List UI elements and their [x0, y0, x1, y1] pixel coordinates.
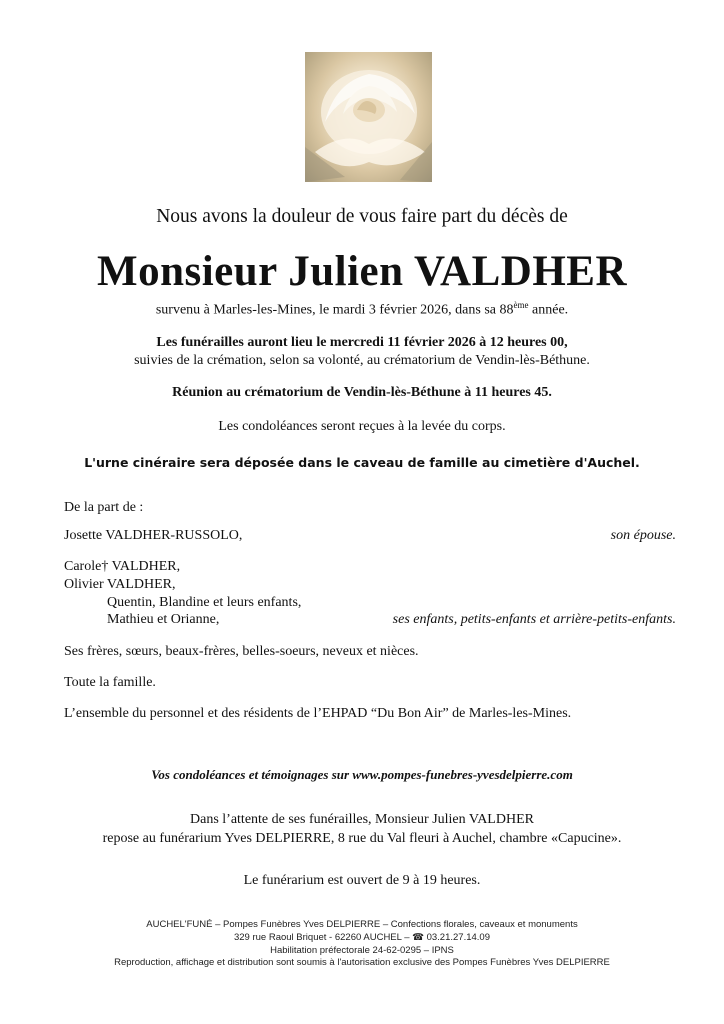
- child-name: Olivier VALDHER,: [64, 577, 176, 592]
- grandchildren-line: Quentin, Blandine et leurs enfants,: [107, 595, 302, 610]
- children-role: ses enfants, petits-enfants et arrière-petits-enfants.: [392, 612, 676, 627]
- deceased-name: Monsieur Julien VALDHER: [97, 248, 627, 295]
- urn-info: L'urne cinéraire sera déposée dans le caveau de famille au cimetière d'Auchel.: [84, 455, 640, 470]
- rest-info-line2: repose au funérarium Yves DELPIERRE, 8 rue du Val fleuri à Auchel, chambre «Capucine».: [102, 831, 622, 846]
- condolences-website: Vos condoléances et témoignages sur www.pompes-funebres-yvesdelpierre.com: [151, 767, 573, 782]
- white-rose-photo: [305, 52, 432, 182]
- footer-address: 329 rue Raoul Briquet - 62260 AUCHEL – ☎ 03.21.27.14.09: [233, 932, 490, 943]
- funeral-date: Les funérailles auront lieu le mercredi 11 février 2026 à 12 heures 00,: [156, 335, 568, 350]
- family-intro: De la part de :: [64, 500, 144, 515]
- footer-copyright: Reproduction, affichage et distribution sont soumis à l'autorisation exclusive des Pompes Funèbres Yves DELPIERRE: [114, 957, 610, 968]
- rest-info-line1: Dans l’attente de ses funérailles, Monsieur Julien VALDHER: [190, 812, 534, 827]
- ehpad-line: L’ensemble du personnel et des résidents de l’EHPAD “Du Bon Air” de Marles-les-Mines.: [64, 706, 572, 721]
- rose-icon: [305, 52, 432, 182]
- siblings-line: Ses frères, sœurs, beaux-frères, belles-soeurs, neveux et nièces.: [64, 644, 419, 659]
- footer-license: Habilitation préfectorale 24-62-0295 – IPNS: [270, 945, 454, 956]
- ordinal-suffix: ème: [513, 300, 529, 310]
- death-details-text: survenu à Marles-les-Mines, le mardi 3 février 2026, dans sa 88: [155, 302, 514, 318]
- spouse-name: Josette VALDHER-RUSSOLO,: [64, 528, 243, 543]
- funeral-cremation: suivies de la crémation, selon sa volonté, au crématorium de Vendin-lès-Béthune.: [134, 353, 590, 368]
- death-details: [0, 300, 724, 319]
- reunion-info: Réunion au crématorium de Vendin-lès-Béthune à 11 heures 45.: [172, 385, 552, 400]
- condolences-info: Les condoléances seront reçues à la levée du corps.: [218, 419, 506, 434]
- footer-company: AUCHEL'FUNÉ – Pompes Funèbres Yves DELPIERRE – Confections florales, caveaux et monuments: [146, 919, 578, 930]
- death-details-end: année.: [528, 302, 569, 318]
- spouse-role: son épouse.: [610, 528, 676, 543]
- all-family-line: Toute la famille.: [64, 675, 156, 690]
- grandchildren-line: Mathieu et Orianne,: [107, 612, 220, 627]
- child-name: Carole† VALDHER,: [64, 559, 181, 574]
- announcement-lead: Nous avons la douleur de vous faire part du décès de: [156, 206, 568, 227]
- funerarium-hours: Le funérarium est ouvert de 9 à 19 heures.: [243, 873, 481, 888]
